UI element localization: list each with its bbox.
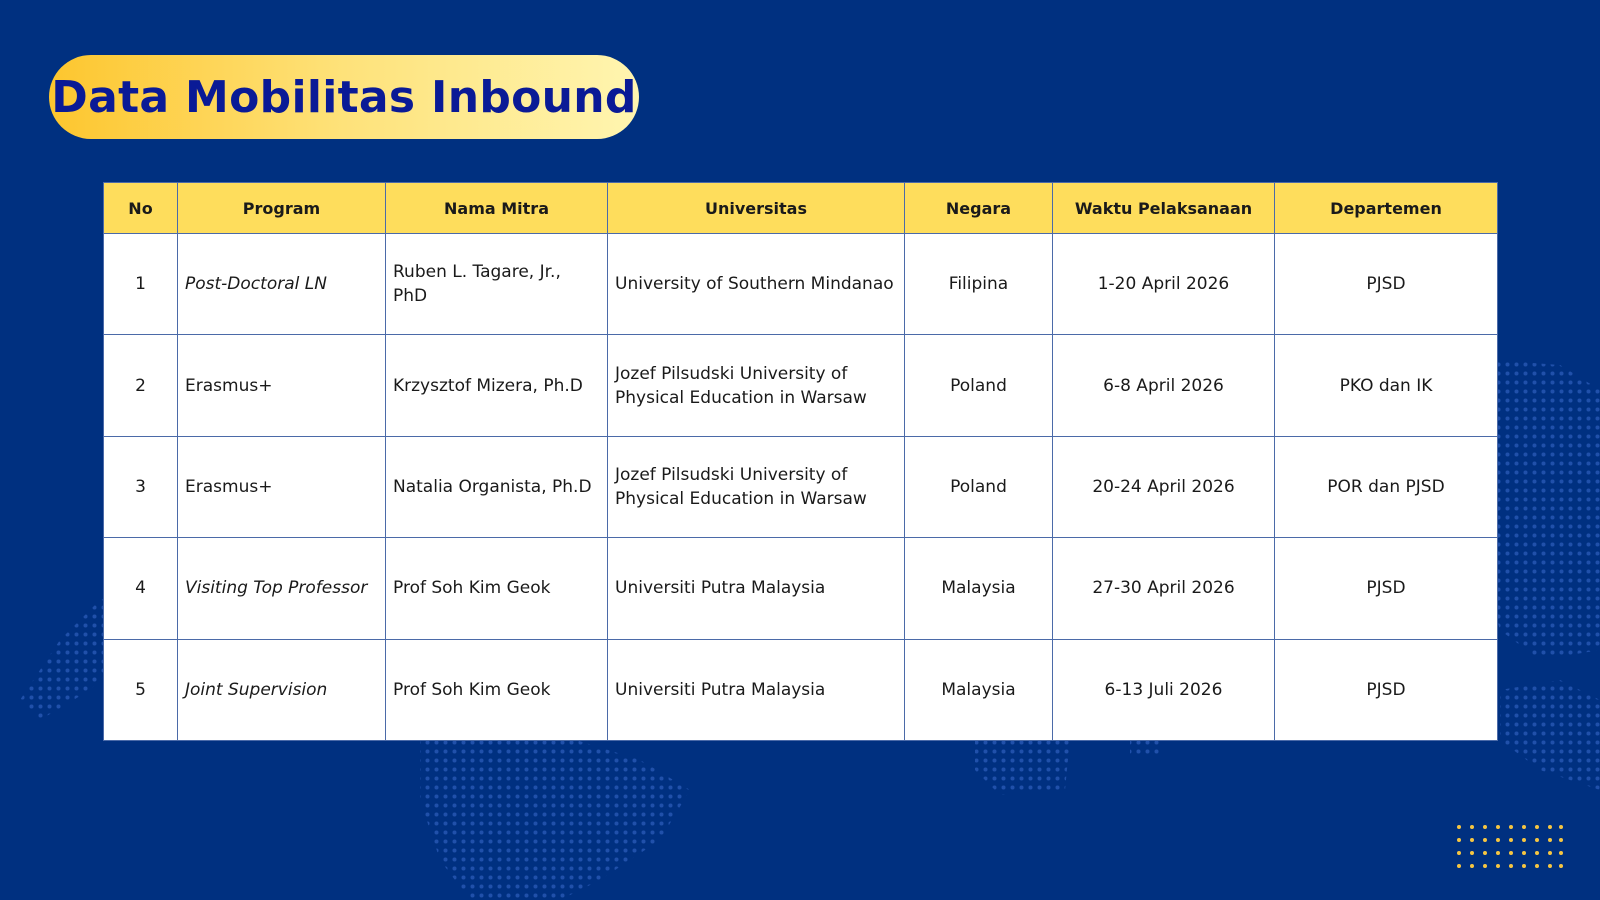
cell-departemen: PJSD xyxy=(1275,639,1498,740)
cell-universitas: University of Southern Mindanao xyxy=(608,234,905,335)
cell-negara: Malaysia xyxy=(905,538,1053,639)
cell-negara: Filipina xyxy=(905,234,1053,335)
cell-nama-mitra: Natalia Organista, Ph.D xyxy=(386,436,608,537)
header-waktu-pelaksanaan: Waktu Pelaksanaan xyxy=(1053,183,1275,234)
cell-universitas: Universiti Putra Malaysia xyxy=(608,639,905,740)
header-nama-mitra: Nama Mitra xyxy=(386,183,608,234)
cell-program: Erasmus+ xyxy=(178,335,386,436)
cell-departemen: POR dan PJSD xyxy=(1275,436,1498,537)
header-program: Program xyxy=(178,183,386,234)
cell-nama-mitra: Prof Soh Kim Geok xyxy=(386,639,608,740)
cell-waktu: 1-20 April 2026 xyxy=(1053,234,1275,335)
header-departemen: Departemen xyxy=(1275,183,1498,234)
cell-negara: Malaysia xyxy=(905,639,1053,740)
cell-no: 5 xyxy=(104,639,178,740)
table-row xyxy=(104,234,1498,335)
cell-no: 4 xyxy=(104,538,178,639)
cell-no: 3 xyxy=(104,436,178,537)
table-row xyxy=(104,335,1498,436)
cell-nama-mitra: Prof Soh Kim Geok xyxy=(386,538,608,639)
cell-departemen: PJSD xyxy=(1275,538,1498,639)
cell-waktu: 27-30 April 2026 xyxy=(1053,538,1275,639)
cell-no: 2 xyxy=(104,335,178,436)
table-row xyxy=(104,538,1498,639)
cell-negara: Poland xyxy=(905,436,1053,537)
inbound-mobility-table xyxy=(103,182,1498,741)
cell-departemen: PJSD xyxy=(1275,234,1498,335)
cell-program: Visiting Top Professor xyxy=(178,538,386,639)
cell-waktu: 6-8 April 2026 xyxy=(1053,335,1275,436)
cell-universitas: Jozef Pilsudski University of Physical Education in Warsaw xyxy=(608,436,905,537)
table-row xyxy=(104,639,1498,740)
table-row xyxy=(104,436,1498,537)
cell-program: Erasmus+ xyxy=(178,436,386,537)
cell-universitas: Universiti Putra Malaysia xyxy=(608,538,905,639)
cell-program: Joint Supervision xyxy=(178,639,386,740)
cell-nama-mitra: Krzysztof Mizera, Ph.D xyxy=(386,335,608,436)
header-universitas: Universitas xyxy=(608,183,905,234)
decorative-dot-grid xyxy=(1455,822,1565,872)
header-no: No xyxy=(104,183,178,234)
table-header-row xyxy=(104,183,1498,234)
cell-departemen: PKO dan IK xyxy=(1275,335,1498,436)
cell-waktu: 6-13 Juli 2026 xyxy=(1053,639,1275,740)
cell-universitas: Jozef Pilsudski University of Physical Education in Warsaw xyxy=(608,335,905,436)
cell-nama-mitra: Ruben L. Tagare, Jr., PhD xyxy=(386,234,608,335)
cell-program: Post-Doctoral LN xyxy=(178,234,386,335)
title-pill xyxy=(49,55,639,139)
header-negara: Negara xyxy=(905,183,1053,234)
page-title: Data Mobilitas Inbound xyxy=(51,71,637,123)
cell-negara: Poland xyxy=(905,335,1053,436)
cell-no: 1 xyxy=(104,234,178,335)
cell-waktu: 20-24 April 2026 xyxy=(1053,436,1275,537)
